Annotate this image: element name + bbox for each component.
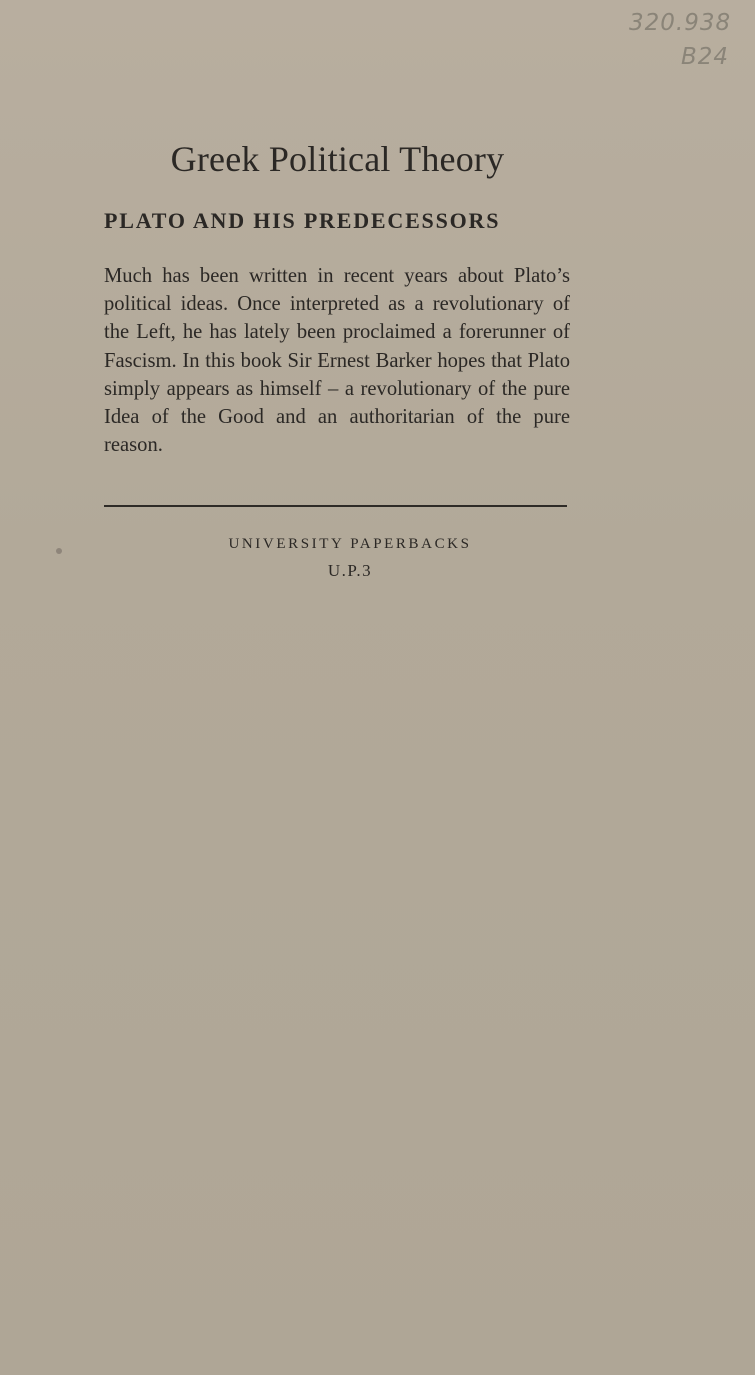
series-number: U.P.3 xyxy=(327,561,373,580)
call-number-line-2: B24 xyxy=(680,44,729,70)
divider-rule xyxy=(104,505,567,507)
call-number-line-1: 320.938 xyxy=(629,10,732,36)
book-title: Greek Political Theory xyxy=(170,139,505,179)
library-call-number xyxy=(629,6,732,74)
series-name: UNIVERSITY PAPERBACKS xyxy=(228,536,472,552)
book-subtitle: PLATO AND HIS PREDECESSORS xyxy=(104,208,501,233)
book-description: Much has been written in recent years about Plato’s political ideas. Once interpreted as a revolutionary of the Left, he has lately been proclaimed a forerunner of Fascism. In this book Sir Ernest Barker hopes that Plato simply appears as himself – a revolutionary of the pure Idea of the Good and an authoritarian of the pure reason. xyxy=(104,265,570,457)
paper-spot xyxy=(56,548,62,554)
